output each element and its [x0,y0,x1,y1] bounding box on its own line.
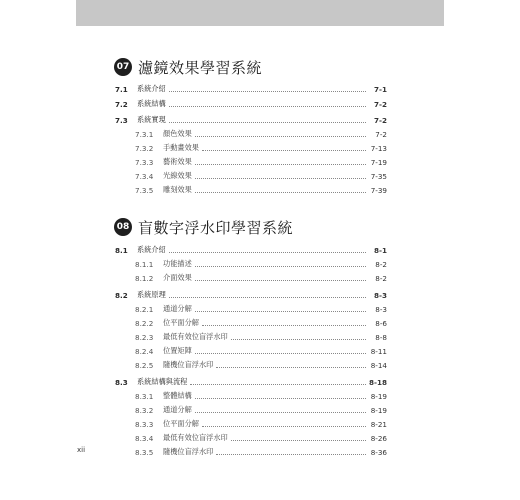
toc-entry[interactable] [115,376,387,388]
entry-number: 8.3.3 [135,419,154,429]
entry-page: 7-2 [374,115,387,125]
dot-leader [216,453,366,455]
entry-number: 8.1.1 [135,259,154,269]
toc-entry[interactable] [115,114,387,126]
entry-page: 7-39 [370,185,387,195]
entry-label: 系統實現 [137,115,166,124]
entry-label: 系統介紹 [137,245,166,254]
entry-page: 8-36 [370,447,387,457]
chapter-heading [114,216,293,238]
entry-label: 光線效果 [163,171,192,180]
entry-page: 8-26 [370,433,387,443]
entry-number: 8.2.1 [135,304,154,314]
entry-label: 功能描述 [163,259,192,268]
entry-page: 8-2 [375,259,387,269]
page-number: xii [77,446,86,454]
toc-subentry[interactable] [115,404,387,416]
entry-number: 7.3 [115,115,128,125]
entry-number: 8.3.5 [135,447,154,457]
toc-entry[interactable] [115,98,387,110]
dot-leader [195,177,366,179]
chapter-number-badge: 07 [114,58,132,76]
entry-number: 7.1 [115,84,128,94]
dot-leader [169,121,366,123]
dot-leader [231,439,366,441]
entry-page: 8-21 [370,419,387,429]
entry-page: 8-19 [370,391,387,401]
entry-page: 8-2 [375,273,387,283]
entry-page: 7-35 [370,171,387,181]
toc-entry[interactable] [115,83,387,95]
toc-subentry[interactable] [115,156,387,168]
dot-leader [216,366,366,368]
dot-leader [169,251,366,253]
toc-subentry[interactable] [115,432,387,444]
entry-number: 8.3.1 [135,391,154,401]
entry-page: 8-18 [369,377,387,387]
entry-number: 8.1 [115,245,128,255]
entry-label: 最低有效位盲浮水印 [163,332,228,341]
entry-label: 手動畫效果 [163,143,199,152]
entry-number: 7.3.4 [135,171,154,181]
entry-label: 位平面分解 [163,318,199,327]
entry-label: 整體結構 [163,391,192,400]
entry-page: 8-11 [370,346,387,356]
dot-leader [195,191,366,193]
entry-number: 8.2.5 [135,360,154,370]
entry-number: 8.3.2 [135,405,154,415]
entry-label: 介面效果 [163,273,192,282]
chapter-title: 盲數字浮水印學習系統 [138,218,294,237]
toc-subentry[interactable] [115,272,387,284]
entry-page: 8-8 [375,332,387,342]
entry-page: 8-1 [374,245,387,255]
dot-leader [195,411,366,413]
entry-label: 雕刻效果 [163,185,192,194]
dot-leader [169,105,366,107]
entry-number: 7.3.2 [135,143,154,153]
toc-entry[interactable] [115,244,387,256]
entry-label: 系統原理 [137,290,166,299]
dot-leader [195,279,366,281]
entry-number: 8.2.2 [135,318,154,328]
entry-label: 系統結構與流程 [137,377,188,386]
dot-leader [195,135,366,137]
entry-label: 位置矩陣 [163,346,192,355]
entry-page: 7-2 [375,129,387,139]
entry-number: 8.1.2 [135,273,154,283]
entry-number: 7.2 [115,99,128,109]
toc-subentry[interactable] [115,359,387,371]
toc-subentry[interactable] [115,331,387,343]
entry-page: 8-14 [370,360,387,370]
dot-leader [169,90,366,92]
entry-label: 系統結構 [137,99,166,108]
entry-page: 7-13 [370,143,387,153]
toc-subentry[interactable] [115,303,387,315]
entry-label: 隨機位盲浮水印 [163,447,214,456]
entry-label: 位平面分解 [163,419,199,428]
chapter-title: 濾鏡效果學習系統 [138,58,263,77]
dot-leader [202,149,366,151]
entry-number: 8.2.3 [135,332,154,342]
dot-leader [190,383,366,385]
dot-leader [195,352,366,354]
entry-number: 7.3.3 [135,157,154,167]
chapter-heading [114,56,262,78]
dot-leader [202,425,366,427]
toc-subentry[interactable] [115,258,387,270]
entry-label: 系統介紹 [137,84,166,93]
toc-subentry[interactable] [115,345,387,357]
entry-label: 通道分解 [163,405,192,414]
dot-leader [195,163,366,165]
entry-page: 7-1 [374,84,387,94]
toc-subentry[interactable] [115,418,387,430]
chapter-number-badge: 08 [114,218,132,236]
dot-leader [169,296,366,298]
dot-leader [195,265,366,267]
toc-entry[interactable] [115,289,387,301]
entry-label: 顏色效果 [163,129,192,138]
dot-leader [195,397,366,399]
toc-subentry[interactable] [115,128,387,140]
toc-subentry[interactable] [115,317,387,329]
entry-page: 7-19 [370,157,387,167]
entry-label: 隨機位盲浮水印 [163,360,214,369]
entry-label: 藝術效果 [163,157,192,166]
dot-leader [195,310,366,312]
header-band [76,0,444,26]
toc-subentry[interactable] [115,184,387,196]
toc-subentry[interactable] [115,446,387,458]
entry-label: 通道分解 [163,304,192,313]
dot-leader [231,338,366,340]
dot-leader [202,324,366,326]
toc-subentry[interactable] [115,170,387,182]
entry-number: 8.3.4 [135,433,154,443]
entry-number: 8.3 [115,377,128,387]
entry-page: 8-3 [374,290,387,300]
toc-subentry[interactable] [115,142,387,154]
entry-number: 7.3.1 [135,129,154,139]
entry-number: 8.2 [115,290,128,300]
entry-page: 7-2 [374,99,387,109]
entry-number: 8.2.4 [135,346,154,356]
entry-page: 8-19 [370,405,387,415]
entry-number: 7.3.5 [135,185,154,195]
entry-page: 8-3 [375,304,387,314]
entry-page: 8-6 [375,318,387,328]
toc-subentry[interactable] [115,390,387,402]
entry-label: 最低有效位盲浮水印 [163,433,228,442]
